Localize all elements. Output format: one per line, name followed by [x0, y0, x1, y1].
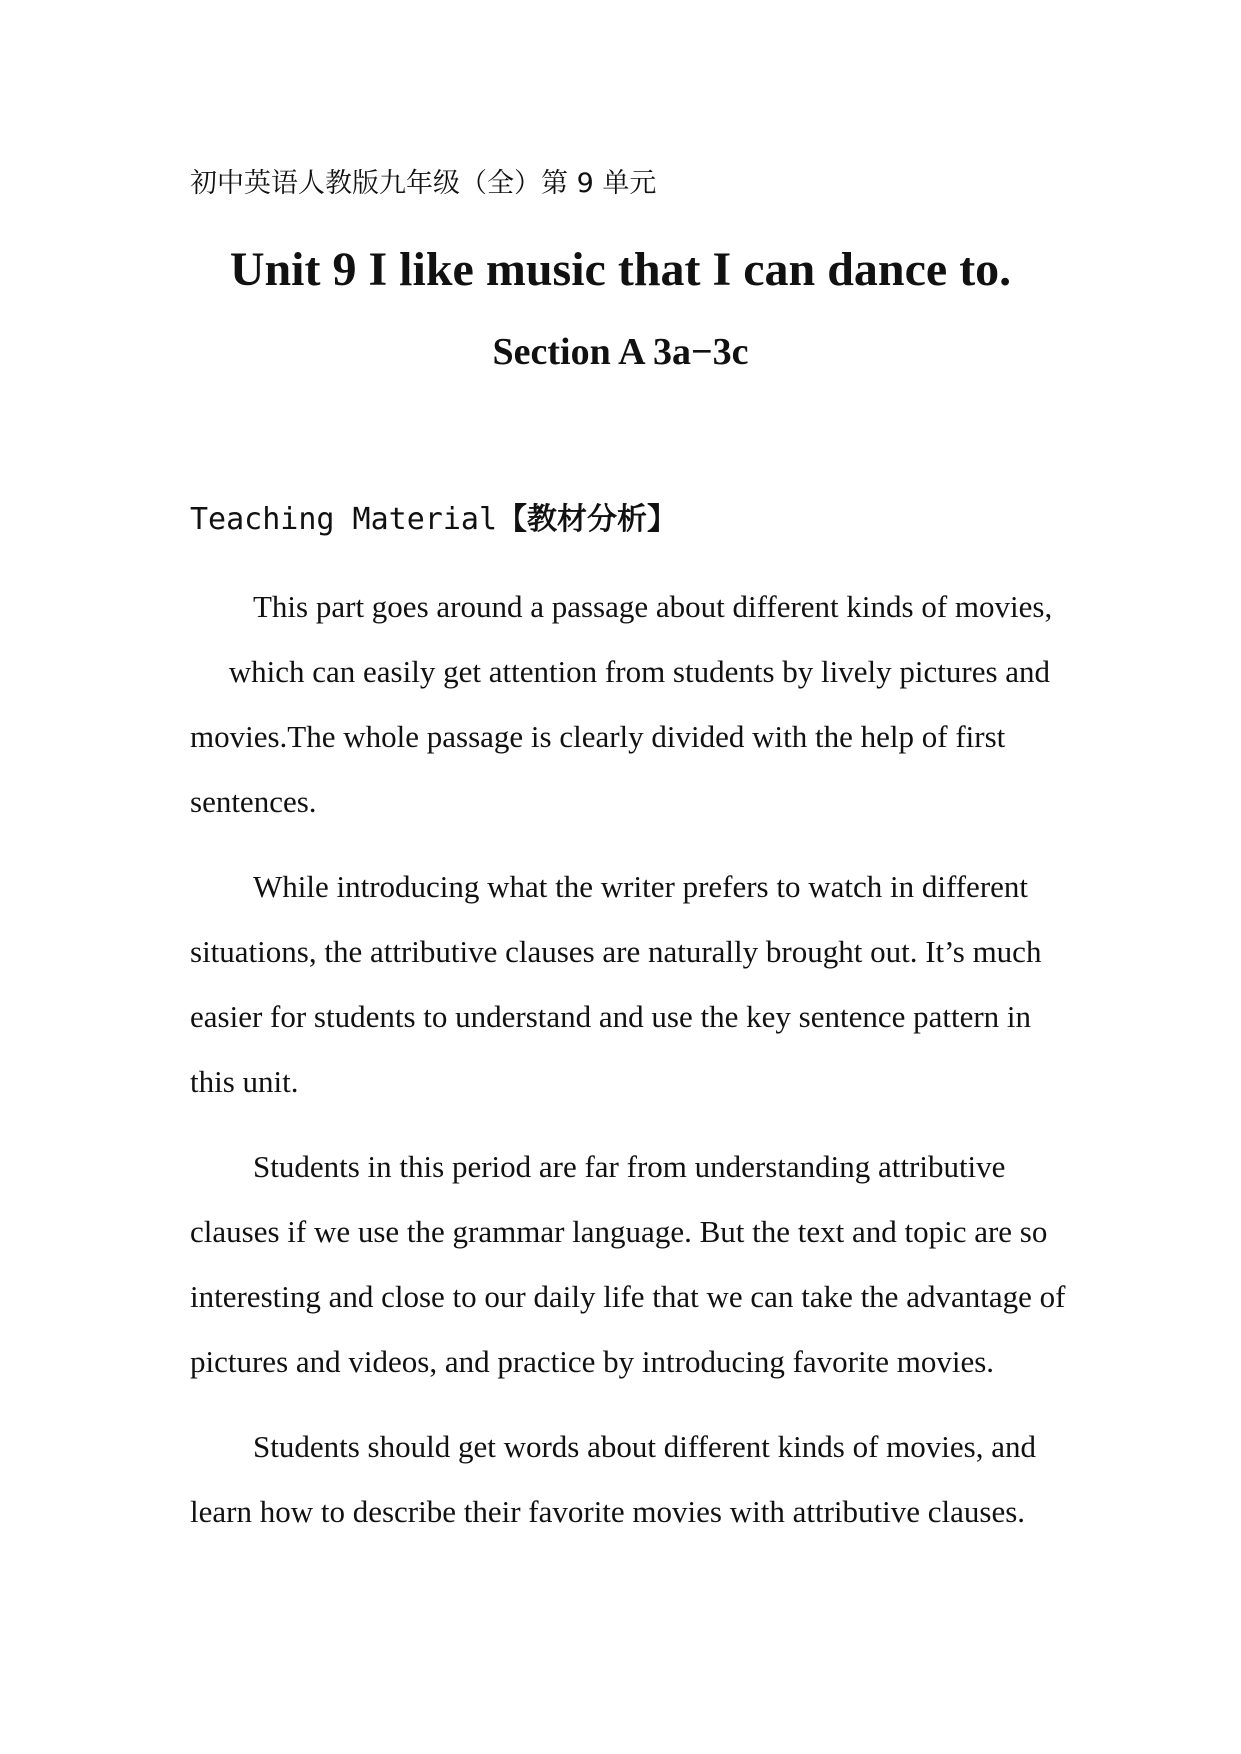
- paragraph: While introducing what the writer prefers to watch in different situations, the attributive clauses are naturally brought out. It’s much easier for students to understand and use the key sentence pattern in this unit.: [190, 869, 1042, 1099]
- section-heading: [190, 496, 677, 542]
- section-heading-chinese: 【教材分析】: [497, 502, 678, 537]
- section-subtitle: Section A 3a−3c: [492, 331, 749, 373]
- paragraph: This part goes around a passage about different kinds of movies, which can easily get attention from students by lively pictures and movies.The whole passage is clearly divided with the help of first sentences.: [190, 589, 1053, 819]
- course-header: 初中英语人教版九年级（全）第 9 单元: [190, 168, 657, 199]
- paragraph: Students in this period are far from understanding attributive clauses if we use the grammar language. But the text and topic are so interesting and close to our daily life that we can take the advantage of pictures and videos, and practice by introducing favorite movies.: [190, 1149, 1066, 1379]
- unit-title: Unit 9 I like music that I can dance to.: [229, 243, 1012, 296]
- section-heading-english: Teaching Material: [190, 502, 498, 537]
- paragraph: Students should get words about different kinds of movies, and learn how to describe their favorite movies with attributive clauses.: [190, 1429, 1036, 1529]
- body-text: [190, 574, 1070, 1564]
